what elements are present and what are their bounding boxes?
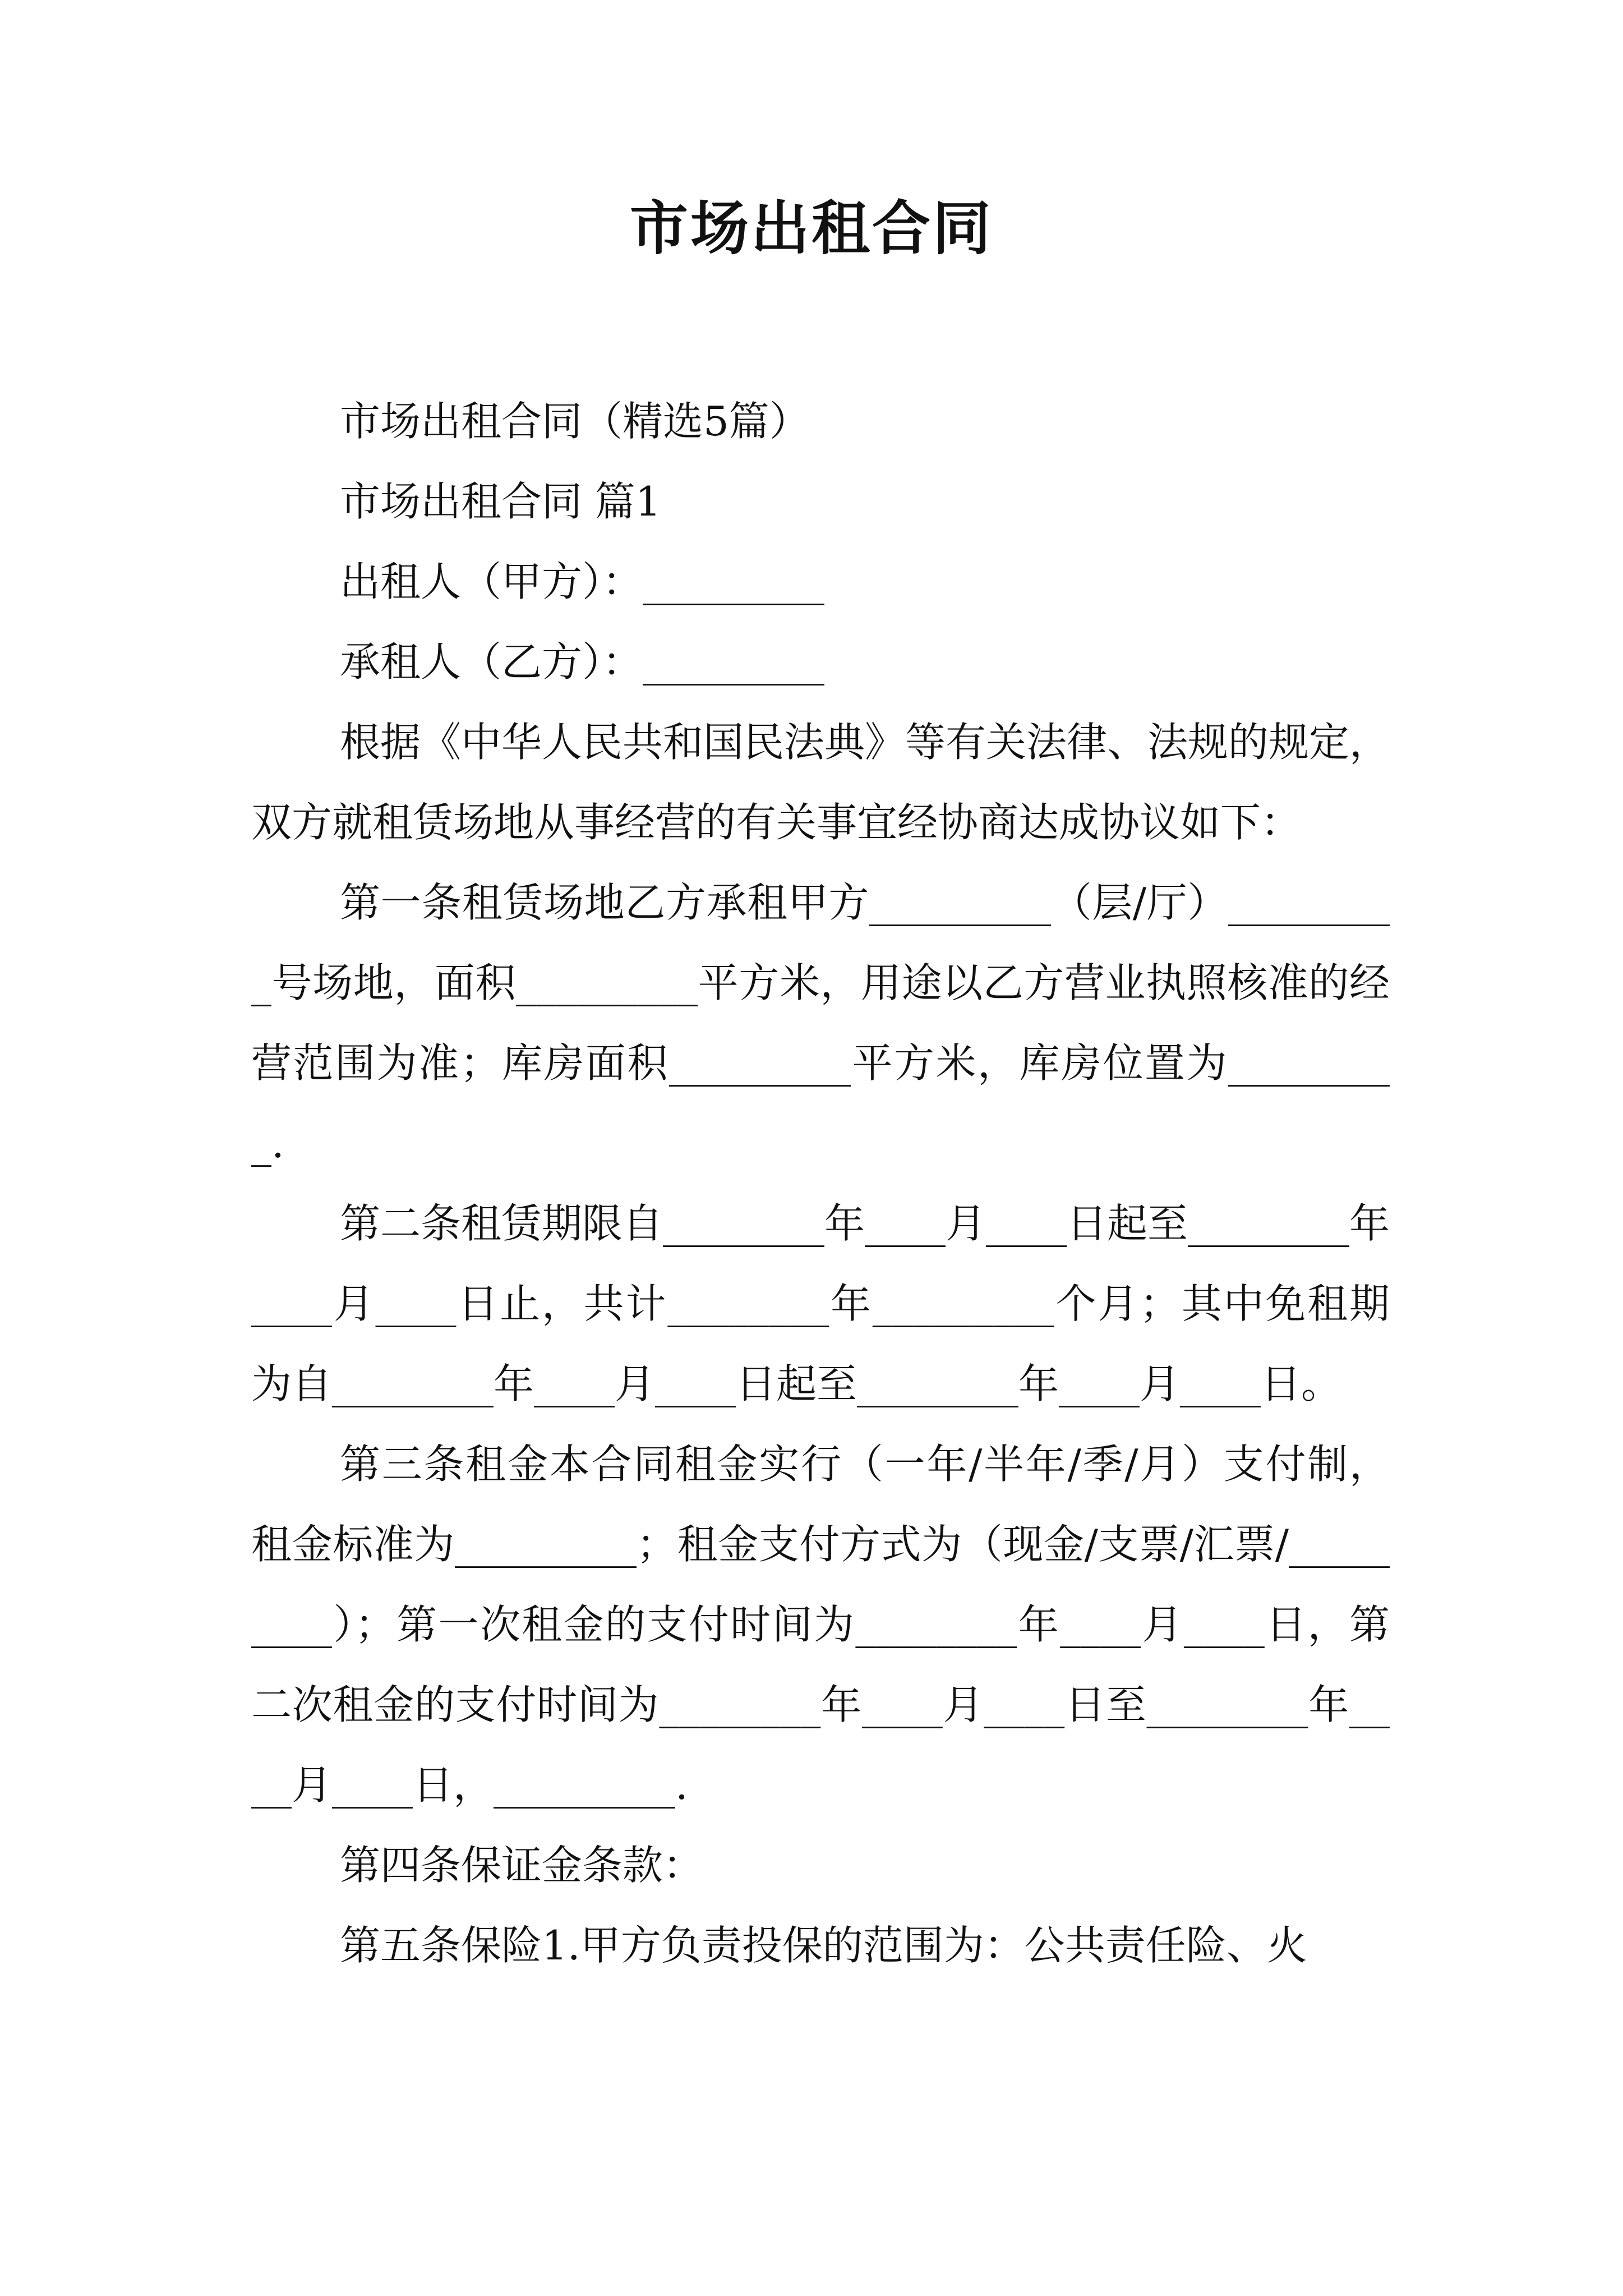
paragraph-lessee: 承租人（乙方）：_________ bbox=[340, 638, 825, 685]
paragraph-article-5: 第五条保险1.甲方负责投保的范围为：公共责任险、火 bbox=[340, 1922, 1307, 1969]
paragraph-article-3: 第三条租金本合同租金实行（一年/半年/季/月）支付制，租金标准为_________；租金支付方式为（现金/支票/汇票/_________）；第一次租金的支付时间为________年____月____日，第二次租金的支付时间为________年____月____日至________年____月____日，_________. bbox=[251, 1441, 1390, 1809]
paragraph-article-4: 第四条保证金条款： bbox=[340, 1842, 704, 1889]
document-body bbox=[251, 381, 1390, 1986]
paragraph-preamble: 根据《中华人民共和国民法典》等有关法律、法规的规定，双方就租赁场地从事经营的有关事宜经协商达成协议如下： bbox=[251, 719, 1390, 846]
paragraph-subtitle: 市场出租合同（精选5篇） bbox=[340, 398, 810, 445]
paragraph-section-heading: 市场出租合同 篇1 bbox=[340, 478, 661, 525]
paragraph-article-1: 第一条租赁场地乙方承租甲方_________（层/厅）_________号场地，面积_________平方米，用途以乙方营业执照核准的经营范围为准；库房面积_________平方米，库房位置为_________. bbox=[251, 879, 1390, 1167]
document-title: 市场出租合同 bbox=[629, 194, 993, 263]
paragraph-lessor: 出租人（甲方）：_________ bbox=[340, 558, 825, 605]
paragraph-article-2: 第二条租赁期限自________年____月____日起至________年____月____日止，共计________年_________个月；其中免租期为自________年____月____日起至________年____月____日。 bbox=[251, 1200, 1390, 1407]
